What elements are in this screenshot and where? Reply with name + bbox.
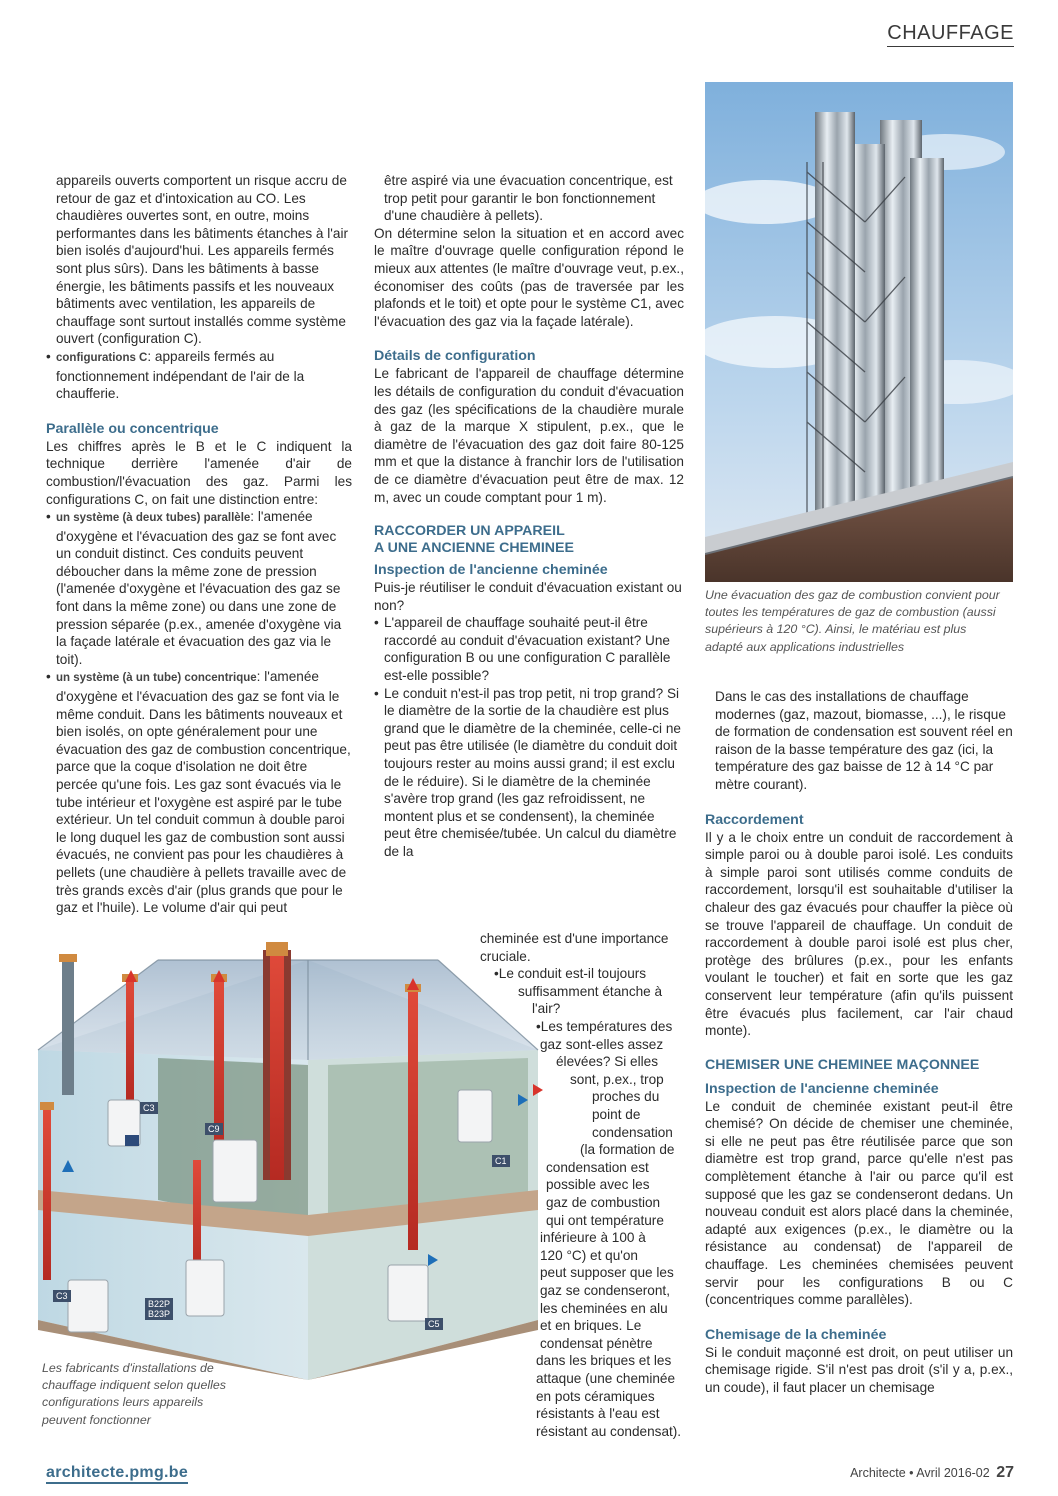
subheading: Inspection de l'ancienne cheminée <box>374 562 608 579</box>
wrapped-text-line: proches du <box>592 1089 660 1105</box>
wrapped-text-line: possible avec les <box>546 1177 650 1193</box>
config-label: C9 <box>205 1123 223 1135</box>
paragraph: Si le conduit maçonné est droit, on peut utiliser un chemisage rigide. S'il n'est pas droit (s'il y a, p.ex., un coude), il faut placer un chemisage <box>705 1344 1013 1395</box>
wrapped-text-line: gaz de combustion <box>546 1195 661 1210</box>
list-item <box>46 508 352 668</box>
subheading: Raccordement <box>705 811 804 828</box>
list-item <box>46 668 352 916</box>
wrapped-text-line: •Les températures des <box>536 1019 673 1034</box>
list-item-text: : l'amenée d'oxygène et l'évacuation des gaz se font via le même conduit. Dans les bâtiments nouveaux et bien isolés, on opte généralement pour une évacuation des gaz de combustion concentrique, parce que la coque d'isolation ne doit être percée qu'une fois. Les gaz sont évacués via le tube intérieur et l'oxygène est aspiré par le tube extérieur. Un tel conduit commun à double paroi le long duquel les gaz de combustion sont aussi évacués, ne convient pas pour les chaudières à pellets (une chaudière à pellets travaille avec de très grands excès d'air (plus grands que pour le gaz et l'huile). Le volume d'air qui peut <box>56 669 351 916</box>
list-item-label: un système (à un tube) concentrique <box>56 672 257 685</box>
list-item <box>46 348 352 403</box>
wrapped-text-line: dans les briques et les <box>536 1353 672 1369</box>
section-title: CHAUFFAGE <box>887 22 1014 47</box>
wrapped-text-line: peut supposer que les <box>540 1265 674 1281</box>
wrapped-text-line: l'air? <box>532 1001 561 1017</box>
wrapped-text-line: les cheminées en alu <box>540 1300 668 1316</box>
wrapped-text-line: •Le conduit est-il toujours <box>494 966 647 982</box>
paragraph: Puis-je réutiliser le conduit d'évacuation existant ou non? <box>374 580 682 613</box>
chimney-photo <box>705 82 1013 582</box>
wrapped-text-line: suffisamment étanche à <box>518 983 663 999</box>
page-footer <box>850 1464 1014 1482</box>
wrapped-text-line: et en briques. Le <box>540 1318 642 1334</box>
wrapped-text-line: 120 °C) et qu'on <box>540 1247 638 1263</box>
wrapped-text-line: en pots céramiques <box>536 1388 655 1404</box>
paragraph: Les chiffres après le B et le C indiquent la technique derrière l'amenée d'air de combustion/l'évacuation des gaz. Parmi les configurations C, on fait une distinction entre: <box>46 438 352 507</box>
subheading: Chemisage de la cheminée <box>705 1326 887 1343</box>
config-label: C5 <box>425 1318 443 1330</box>
wrapped-text-line: qui ont température <box>546 1212 664 1228</box>
paragraph: Dans le cas des installations de chauffage modernes (gaz, mazout, biomasse, ...), le risque de formation de condensation est souvent réel en raison de la basse température des gaz (ici, la température des gaz baisse de 12 à 14 °C par mètre courant). <box>715 689 1013 792</box>
wrapped-text-line: condensation <box>592 1124 673 1140</box>
config-label: C3 <box>140 1102 158 1114</box>
section-heading: CHEMISER UNE CHEMINEE MAÇONNEE <box>705 1056 980 1073</box>
page-number: 27 <box>996 1464 1014 1481</box>
paragraph: être aspiré via une évacuation concentrique, est trop petit pour garantir le bon fonctionnement d'une chaudière à pellets). <box>384 173 673 224</box>
house-illustration <box>8 940 548 1380</box>
wrapped-text-line: sont, p.ex., trop <box>570 1071 664 1087</box>
config-label: B22P B23P <box>145 1298 173 1320</box>
subheading: Détails de configuration <box>374 348 536 365</box>
list-item-label: configurations C <box>56 351 148 364</box>
illustration-caption: Les fabricants d'installations de chauffage indiquent selon quelles configurations leurs appareils peuvent fonctionner <box>42 1361 226 1427</box>
wrapped-text-line: gaz sont-elles assez <box>540 1036 664 1052</box>
wrapped-text-line: condensat pénètre <box>540 1335 653 1351</box>
list-item: • L'appareil de chauffage souhaité peut-il être raccordé au conduit d'évacuation existant? Une configuration B ou une configuration C parallèle est-elle possible? <box>374 614 684 684</box>
section-heading: RACCORDER UN APPAREIL A UNE ANCIENNE CHEMINEE <box>374 523 574 557</box>
config-label: C3 <box>53 1290 71 1302</box>
wrapped-text-line: condensation est <box>546 1159 649 1175</box>
wrapped-text-line: gaz se condenseront, <box>540 1283 670 1298</box>
wrapped-text-line: cruciale. <box>480 948 531 964</box>
column-3 <box>705 688 1013 1397</box>
subheading: Parallèle ou concentrique <box>46 420 219 437</box>
paragraph: Le fabricant de l'appareil de chauffage détermine les détails de configuration du conduit d'évacuation des gaz (les spécifications de la chaudière murale à gaz de la marque X stipulent, p.ex., que le diamètre de l'évacuation des gaz doit faire 80-125 mm et que la distance à franchir lors de l'utilisation de ce diamètre d'évacuation peut être de max. 12 m, avec un coude comptant pour 1 m). <box>374 366 684 505</box>
paragraph: Le conduit de cheminée existant peut-il être chemisé? On décide de chemiser une cheminée, si elle ne peut pas être réutilisée parce que son diamètre est trop grand, parce qu'elle n'est pas complètement étanche à l'air ou parce qu'il est supposé que les gaz se condenseront dedans. Un nouveau conduit est alors placé dans la cheminée, adapté aux exigences (p.ex., le diamètre ou la résistance au condensat) de l'appareil de chauffage. Les cheminées chemisées peuvent servir pour les configurations B ou C (concentriques comme parallèles). <box>705 1098 1013 1308</box>
paragraph: Il y a le choix entre un conduit de raccordement à simple paroi ou à double paroi isolé. Les conduits à simple paroi sont utilisés comme conduits de raccordement, lorsqu'il est souhaitable d'utiliser la chaleur des gaz évacués pour chauffer la pièce où se trouve l'appareil de chauffage. Un conduit de raccordement à double paroi isolé est plus cher, protège des brûlures (p.ex., pour les enfants voulant le toucher) et fait en sorte que les gaz conservent leur température (afin qu'ils puissent être évacués plus facilement, car l'air chaud monte). <box>705 829 1013 1039</box>
paragraph: appareils ouverts comportent un risque accru de retour de gaz et d'intoxication au CO. Les chaudières ouvertes sont, en outre, moins performantes dans les bâtiments étanches à l'air bien isolés d'aujourd'hui. Les appareils fermés sont plus sûrs). Dans les bâtiments à basse énergie, les bâtiments passifs et les nouveaux bâtiments avec ventilation, les appareils de chauffage sont surtout installés comme système ouvert (configuration C). <box>56 173 348 347</box>
column-2 <box>374 172 684 861</box>
column-1 <box>46 172 352 917</box>
list-item-label: un système (à deux tubes) parallèle <box>56 512 251 525</box>
website-link[interactable]: architecte.pmg.be <box>46 1464 188 1484</box>
wrapped-text-line: point de <box>592 1107 641 1122</box>
wrapped-text-line: cheminée est d'une importance <box>480 931 669 946</box>
list-item-text: : appareils fermés au fonctionnement indépendant de l'air de la chaufferie. <box>56 348 305 402</box>
subheading: Inspection de l'ancienne cheminée <box>705 1080 939 1097</box>
photo-caption: Une évacuation des gaz de combustion convient pour toutes les températures de gaz de combustion (aussi supérieurs à 120 °C). Ainsi, le matériau est plus adapté aux applications industrielles <box>705 588 1000 654</box>
wrapped-text-line: élevées? Si elles <box>556 1054 659 1070</box>
list-item: • Le conduit n'est-il pas trop petit, ni trop grand? Si le diamètre de la sortie de la chaudière est plus grand que le diamètre de la cheminée, celle-ci ne peut pas être utilisée (le diamètre du conduit doit toujours rester au moins aussi grand; il est exclu de le réduire). Si le diamètre de la cheminée s'avère trop grand (les gaz refroidissent, ne montent plus et se condensent), la cheminée peut être chemisée/tubée. Un calcul du diamètre de la <box>374 685 684 861</box>
wrapped-text-line: résistant au condensat). <box>536 1423 682 1439</box>
wrapped-text-line: attaque (une cheminée <box>536 1371 676 1386</box>
list-item-text: : l'amenée d'oxygène et l'évacuation des gaz se font avec un conduit distinct. Ces conduits peuvent déboucher dans la même zone de pression (l'amenée d'oxygène et l'évacuation des gaz se font dans la même zone) ou dans une zone de pression séparée (p.ex., amenée d'oxygène via la façade latérale et évacuation des gaz via le toit). <box>56 509 342 667</box>
wrapped-text-line: (la formation de <box>580 1142 675 1158</box>
wrapped-text-line: résistants à l'eau est <box>536 1406 660 1422</box>
paragraph: On détermine selon la situation et en accord avec le maître d'ouvrage quelle configuration répond le mieux aux attentes (le maître d'ouvrage veut, p.ex., économiser des coûts (pas de traversée par les plafonds et le toit) et opte pour le système C1, avec l'évacuation des gaz via la façade latérale). <box>374 225 684 329</box>
magazine-issue: Architecte • Avril 2016-02 <box>850 1466 990 1480</box>
wrapped-text-line: inférieure à 100 à <box>540 1230 646 1246</box>
config-label: C1 <box>492 1155 510 1167</box>
